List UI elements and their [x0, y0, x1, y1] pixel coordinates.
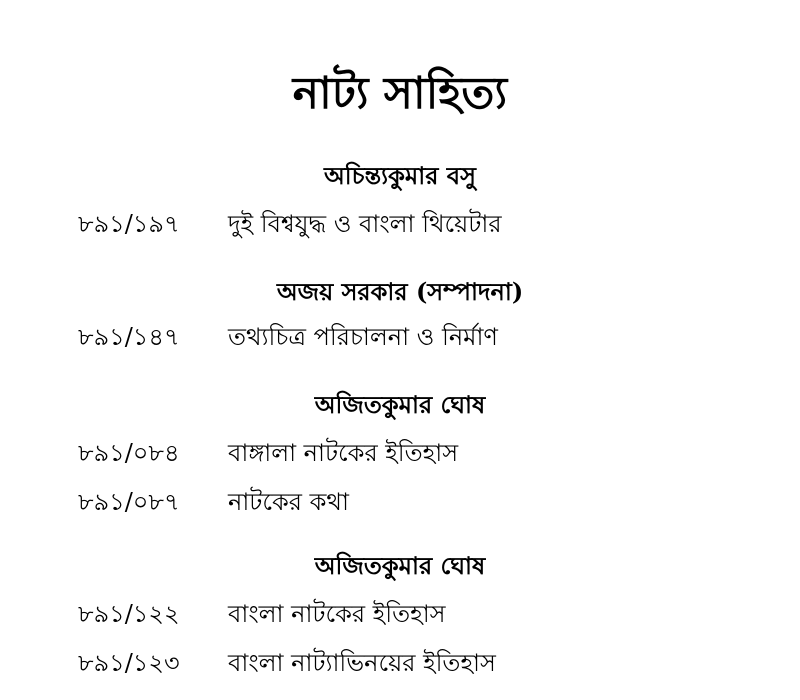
book-title: বাংলা নাটকের ইতিহাস	[228, 600, 446, 628]
author-heading: অজিতকুমার ঘোষ	[314, 551, 486, 580]
call-number: ৮৯১/১৯৭	[78, 210, 180, 238]
page-title: নাট্য সাহিত্য	[292, 68, 508, 119]
catalog-entry	[0, 646, 800, 680]
book-title: বাঙ্গালা নাটকের ইতিহাস	[228, 439, 459, 467]
book-title: তথ্যচিত্র পরিচালনা ও নির্মাণ	[228, 323, 498, 351]
call-number: ৮৯১/০৮৪	[78, 439, 180, 467]
author-heading: অচিন্ত্যকুমার বসু	[324, 161, 476, 190]
catalog-entry	[0, 436, 800, 470]
book-title: বাংলা নাট্যাভিনয়ের ইতিহাস	[228, 649, 496, 677]
author-heading: অজয় সরকার (সম্পাদনা)	[276, 277, 524, 306]
catalog-entry	[0, 207, 800, 241]
call-number: ৮৯১/১২৩	[78, 649, 180, 677]
author-heading: অজিতকুমার ঘোষ	[314, 390, 486, 419]
catalog-entry	[0, 320, 800, 354]
catalog-entry	[0, 597, 800, 631]
call-number: ৮৯১/০৮৭	[78, 488, 180, 516]
call-number: ৮৯১/১২২	[78, 600, 180, 628]
book-title: নাটকের কথা	[228, 488, 349, 516]
call-number: ৮৯১/১৪৭	[78, 323, 180, 351]
book-title: দুই বিশ্বযুদ্ধ ও বাংলা থিয়েটার	[228, 210, 502, 238]
catalog-entry	[0, 485, 800, 519]
